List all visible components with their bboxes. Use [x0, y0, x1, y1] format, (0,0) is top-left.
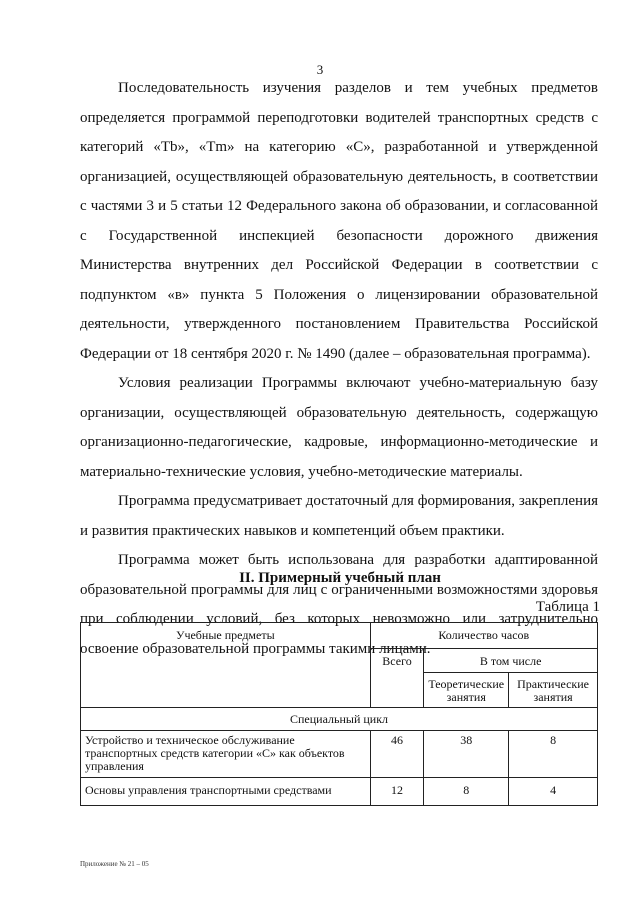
row-total: 12 — [370, 778, 424, 806]
cycle-row — [81, 708, 598, 731]
header-practice: Практические занятия — [509, 673, 598, 708]
header-including: В том числе — [424, 649, 598, 673]
row-total: 46 — [370, 731, 424, 778]
section-title: II. Примерный учебный план — [239, 570, 441, 586]
paragraph-sequence: Последовательность изучения разделов и тем учебных предметов определяется программой переподготовки водителей транспортных средств с категорий «Tb», «Tm» на категорию «С», разработанной и утвержденной организацией, осуществляющей образовательную деятельность, в соответствии с частями 3 и 5 статьи 12 Федерального закона об образовании, и согласованной с Государственной инспекцией безопасности дорожного движения Министерства внутренних дел Российской Федерации в соответствии с подпунктом «в» пункта 5 Положения о лицензировании образовательной деятельности, утвержденного постановлением Правительства Российской Федерации от 18 сентября 2020 г. № 1490 (далее – образовательная программа). — [80, 80, 598, 362]
row-practice: 8 — [509, 731, 598, 778]
header-theory: Теоретические занятия — [424, 673, 509, 708]
row-theory: 38 — [424, 731, 509, 778]
table-label: Таблица 1 — [535, 599, 600, 615]
row-subject: Основы управления транспортными средствами — [81, 778, 371, 806]
table-row — [81, 778, 598, 806]
cycle-label: Специальный цикл — [81, 708, 598, 731]
header-hours: Количество часов — [370, 623, 597, 649]
header-subjects: Учебные предметы — [81, 623, 371, 708]
table-row — [81, 731, 598, 778]
curriculum-table — [80, 622, 598, 806]
row-subject: Устройство и техническое обслуживание транспортных средств категории «С» как объектов управления — [81, 731, 371, 778]
row-practice: 4 — [509, 778, 598, 806]
paragraph-conditions: Условия реализации Программы включают учебно-материальную базу организации, осуществляющей образовательную деятельность, содержащую организационно-педагогические, кадровые, информационно-методические и материально-технические условия, учебно-методические материалы. — [80, 375, 598, 480]
row-theory: 8 — [424, 778, 509, 806]
footer-appendix-label: Приложение № 21 – 05 — [80, 860, 149, 868]
paragraph-adapted: Программа может быть использована для разработки адаптированной образовательной программы для лиц с ограниченными возможностями здоровья при соблюдении условий, без которых невозможно или затруднительно освоение образовательной программы такими лицами. — [80, 552, 598, 657]
header-total: Всего — [370, 649, 424, 708]
page-number: 3 — [316, 62, 324, 77]
table-header-row — [81, 623, 598, 649]
paragraph-practice: Программа предусматривает достаточный для формирования, закрепления и развития практических навыков и компетенций объем практики. — [80, 493, 598, 539]
